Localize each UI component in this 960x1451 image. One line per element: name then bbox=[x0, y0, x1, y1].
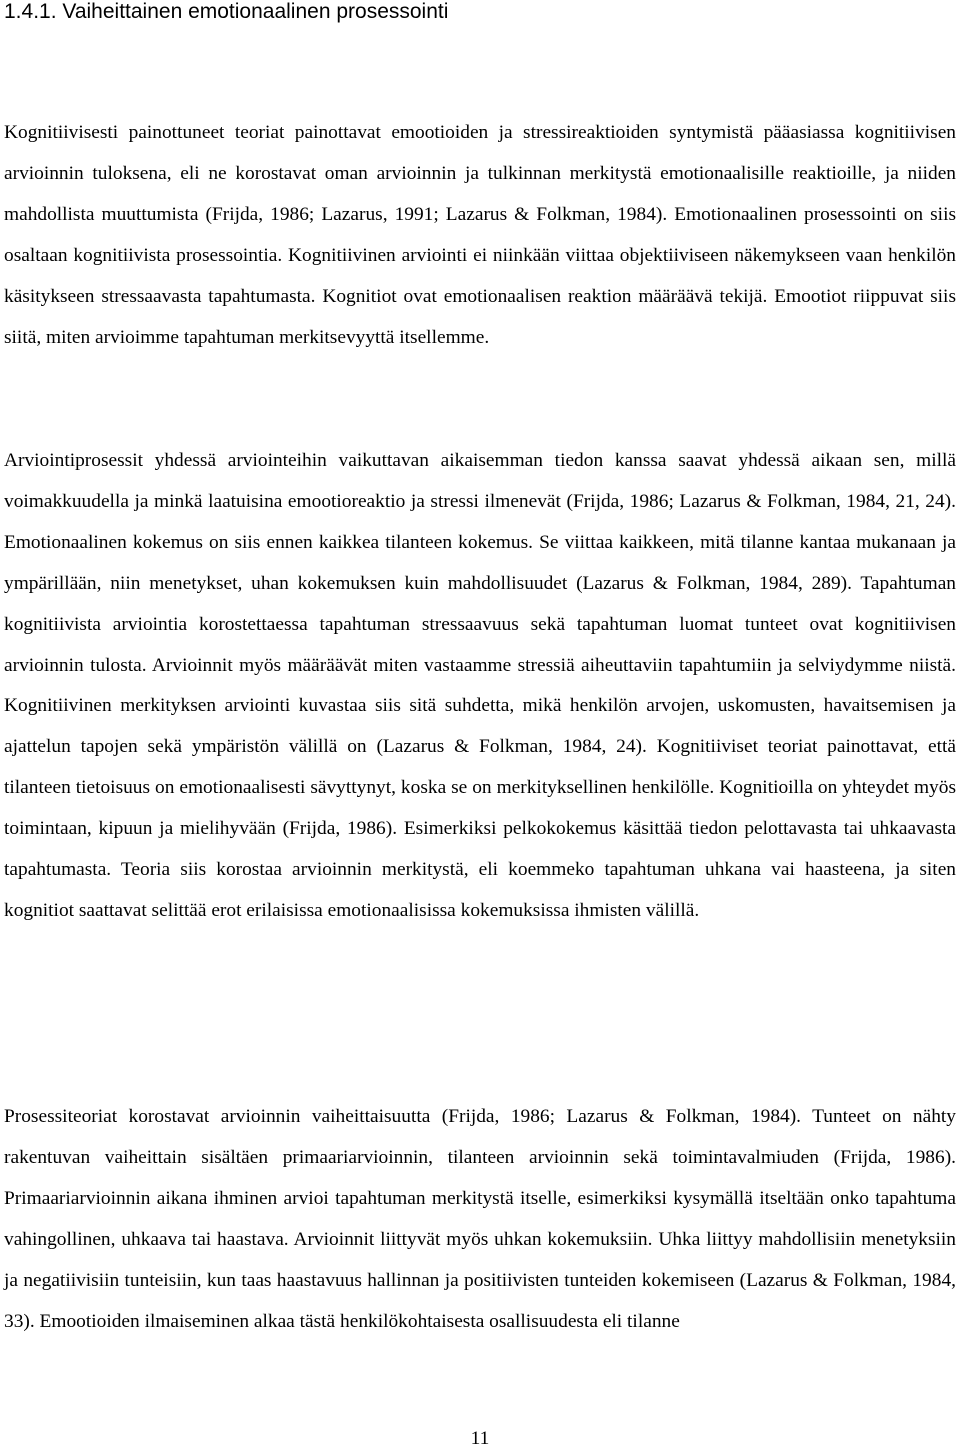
section-heading: 1.4.1. Vaiheittainen emotionaalinen prosessointi bbox=[4, 0, 449, 23]
page-number: 11 bbox=[470, 1428, 490, 1449]
paragraph-2: Arviointiprosessit yhdessä arviointeihin vaikuttavan aikaisemman tiedon kanssa saavat yhdessä aikaan sen, millä voimakkuudella ja minkä laatuisina emootioreaktio ja stressi ilmenevät (Frijda, 1986; Lazarus & Folkman, 1984, 21, 24). Emotionaalinen kokemus on siis ennen kaikkea tilanteen kokemus. Se viittaa kaikkeen, mitä tilanne kantaa mukanaan ja ympärillään, niin menetykset, uhan kokemuksen kuin mahdollisuudet (Lazarus & Folkman, 1984, 289). Tapahtuman kognitiivista arviointia korostettaessa tapahtuman stressaavuus sekä tapahtuman luomat tunteet ovat kognitiivisen arvioinnin tulosta. Arvioinnit myös määräävät miten vastaamme stressiä aiheuttaviin tapahtumiin ja selviydymme niistä. Kognitiivinen merkityksen arviointi kuvastaa siis sitä suhdetta, mikä henkilön arvojen, uskomusten, havaitsemisen ja ajattelun tapojen sekä ympäristön välillä on (Lazarus & Folkman, 1984, 24). Kognitiiviset teoriat painottavat, että tilanteen tietoisuus on emotionaalisesti sävyttynyt, koska se on merkityksellinen henkilölle. Kognitioilla on yhteydet myös toimintaan, kipuun ja mielihyvään (Frijda, 1986). Esimerkiksi pelkokokemus käsittää tiedon pelottavasta tai uhkaavasta tapahtumasta. Teoria siis korostaa arvioinnin merkitystä, eli koemmeko tapahtuman uhkana vai haasteena, ja siten kognitiot saattavat selittää erot erilaisissa emotionaalisissa kokemuksissa ihmisten välillä. bbox=[4, 450, 956, 921]
paragraph-3: Prosessiteoriat korostavat arvioinnin vaiheittaisuutta (Frijda, 1986; Lazarus & Folkman, 1984). Tunteet on nähty rakentuvan vaiheittain sisältäen primaariarvioinnin, tilanteen arvioinnin sekä toimintavalmiuden (Frijda, 1986). Primaariarvioinnin aikana ihminen arvioi tapahtuman merkitystä itselle, esimerkiksi kysymällä itseltään onko tapahtuma vahingollinen, uhkaava tai haastava. Arvioinnit liittyvät myös uhkan kokemuksiin. Uhka liittyy mahdollisiin menetyksiin ja negatiivisiin tunteisiin, kun taas haastavuus hallinnan ja positiivisten tunteiden kokemiseen (Lazarus & Folkman, 1984, 33). Emootioiden ilmaiseminen alkaa tästä henkilökohtaisesta osallisuudesta eli tilanne bbox=[4, 1106, 956, 1332]
paragraph-1: Kognitiivisesti painottuneet teoriat painottavat emootioiden ja stressireaktioiden syntymistä pääasiassa kognitiivisen arvioinnin tuloksena, eli ne korostavat oman arvioinnin ja tulkinnan merkitystä emotionaalisille reaktioille, ja niiden mahdollista muuttumista (Frijda, 1986; Lazarus, 1991; Lazarus & Folkman, 1984). Emotionaalinen prosessointi on siis osaltaan kognitiivista prosessointia. Kognitiivinen arviointi ei niinkään viittaa objektiiviseen näkemykseen vaan henkilön käsitykseen stressaavasta tapahtumasta. Kognitiot ovat emotionaalisen reaktion määräävä tekijä. Emootiot riippuvat siis siitä, miten arvioimme tapahtuman merkitsevyyttä itsellemme. bbox=[4, 122, 956, 348]
